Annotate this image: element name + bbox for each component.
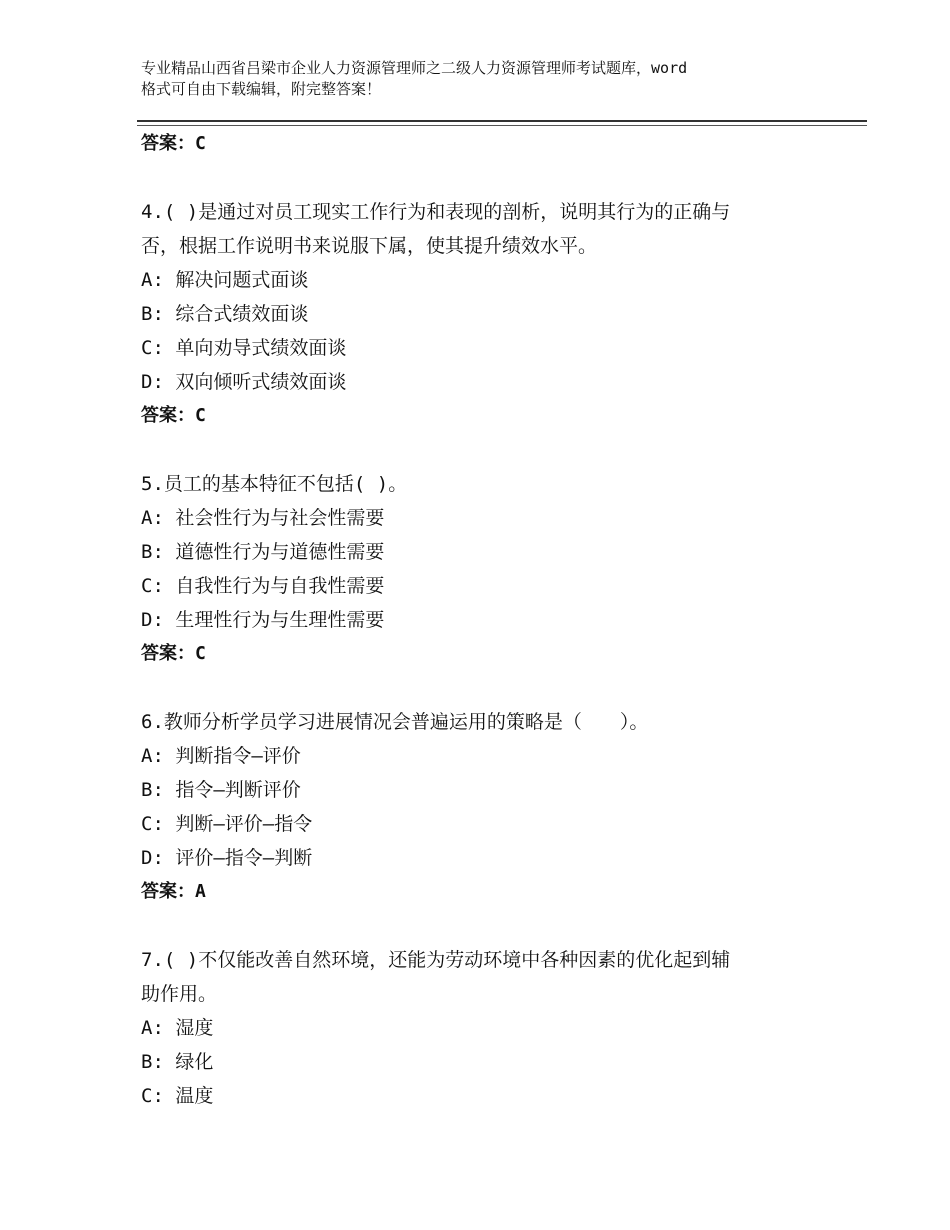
question-7 xyxy=(141,943,821,1113)
answer-label: 答案： xyxy=(141,881,195,902)
header-rule-thin xyxy=(137,125,867,126)
option-b: B: 绿化 xyxy=(141,1051,214,1073)
option-d: D: 生理性行为与生理性需要 xyxy=(141,609,385,631)
option-d: D: 双向倾听式绩效面谈 xyxy=(141,371,347,393)
question-stem xyxy=(141,943,821,1011)
stem-line-1: 4.( )是通过对员工现实工作行为和表现的剖析，说明其行为的正确与 xyxy=(141,201,731,223)
answer-value: A xyxy=(195,881,206,902)
answer-value: C xyxy=(195,133,206,154)
stem-line-2: 否，根据工作说明书来说服下属，使其提升绩效水平。 xyxy=(141,235,598,257)
stem-line-2: 助作用。 xyxy=(141,983,218,1005)
option-b: B: 指令—判断评价 xyxy=(141,779,301,801)
question-stem xyxy=(141,705,821,739)
option-c: C: 温度 xyxy=(141,1085,214,1107)
option-a: A: 社会性行为与社会性需要 xyxy=(141,507,385,529)
answer-line xyxy=(141,127,821,161)
question-4 xyxy=(141,195,821,433)
stem-line-1: 5.员工的基本特征不包括( )。 xyxy=(141,473,408,495)
stem-line-1: 6.教师分析学员学习进展情况会普遍运用的策略是（ ）。 xyxy=(141,711,649,733)
document-header xyxy=(141,58,821,100)
answer-label: 答案： xyxy=(141,133,195,154)
option-b: B: 综合式绩效面谈 xyxy=(141,303,309,325)
option-c: C: 单向劝导式绩效面谈 xyxy=(141,337,347,359)
answer-label: 答案： xyxy=(141,405,195,426)
header-rule-thick xyxy=(137,120,867,122)
question-stem xyxy=(141,195,821,263)
option-c: C: 自我性行为与自我性需要 xyxy=(141,575,385,597)
option-c: C: 判断—评价—指令 xyxy=(141,813,313,835)
stem-line-1: 7.( )不仅能改善自然环境，还能为劳动环境中各种因素的优化起到辅 xyxy=(141,949,731,971)
option-b: B: 道德性行为与道德性需要 xyxy=(141,541,385,563)
option-a: A: 湿度 xyxy=(141,1017,214,1039)
answer-line xyxy=(141,399,821,433)
option-d: D: 评价—指令—判断 xyxy=(141,847,313,869)
header-line-1: 专业精品山西省吕梁市企业人力资源管理师之二级人力资源管理师考试题库，word xyxy=(141,59,688,77)
question-5 xyxy=(141,467,821,671)
question-stem xyxy=(141,467,821,501)
answer-label: 答案： xyxy=(141,643,195,664)
option-a: A: 判断指令—评价 xyxy=(141,745,301,767)
answer-line xyxy=(141,637,821,671)
answer-value: C xyxy=(195,643,206,664)
header-line-2: 格式可自由下载编辑，附完整答案！ xyxy=(141,80,382,98)
question-list xyxy=(141,127,821,1113)
question-6 xyxy=(141,705,821,909)
answer-line xyxy=(141,875,821,909)
option-a: A: 解决问题式面谈 xyxy=(141,269,309,291)
answer-value: C xyxy=(195,405,206,426)
